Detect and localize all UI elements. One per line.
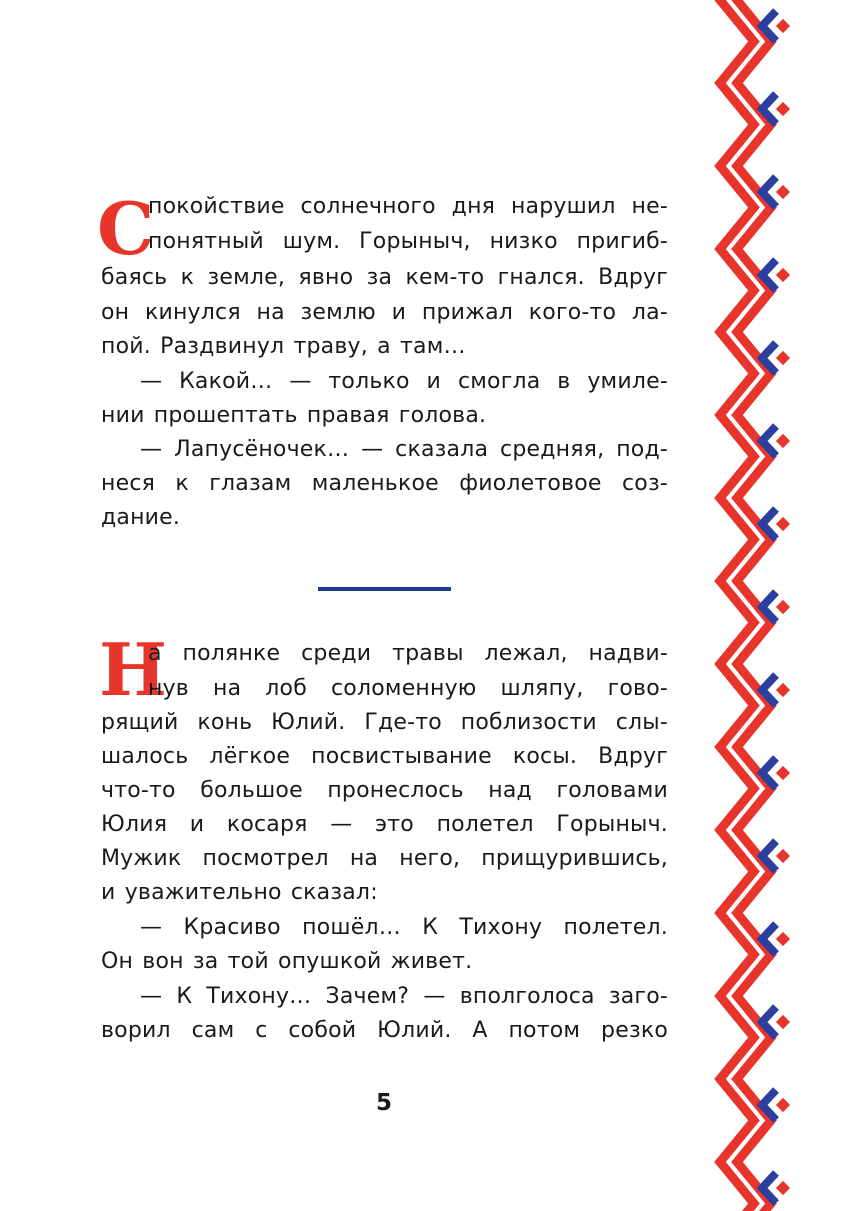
section-divider (318, 587, 451, 591)
drop-cap-n: Н (99, 627, 168, 712)
text-line: понятный шум. Горыныч, низко пригиб- (148, 229, 668, 254)
text-line: Юлия и косаря — это полетел Горыныч. (101, 812, 668, 837)
text-line: пой. Раздвинул траву, а там… (101, 334, 466, 359)
text-line: а полянке среди травы лежал, надви- (148, 641, 668, 666)
text-line: он кинулся на землю и прижал кого-то ла- (101, 300, 668, 325)
text-line: что-то большое пронеслось над головами (101, 778, 668, 803)
text-line: ворил сам с собой Юлий. А потом резко (101, 1018, 668, 1043)
text-line: — Лапусёночек… — сказала средняя, под- (140, 437, 668, 462)
text-line: нии прошептать правая голова. (101, 403, 487, 428)
text-line: — Красиво пошёл… К Тихону полетел. (140, 915, 668, 940)
text-line: Он вон за той опушкой живет. (101, 949, 473, 974)
text-line: дание. (101, 505, 181, 530)
text-line: шалось лёгкое посвистывание косы. Вдруг (101, 744, 668, 769)
text-line: неся к глазам маленькое фиолетовое соз- (101, 471, 668, 496)
text-line: и уважительно сказал: (101, 880, 378, 905)
page-number: 5 (375, 1090, 392, 1116)
text-line: рящий конь Юлий. Где-то поблизости слы- (101, 710, 668, 735)
text-line: нув на лоб соломенную шляпу, гово- (148, 676, 668, 701)
text-line: Мужик посмотрел на него, прищурившись, (101, 846, 668, 871)
folk-zigzag-border-icon (714, 0, 794, 1211)
text-line: — К Тихону… Зачем? — вполголоса заго- (140, 984, 668, 1009)
text-line: — Какой… — только и смогла в умиле- (140, 369, 668, 394)
text-line: баясь к земле, явно за кем-то гнался. Вдруг (101, 265, 668, 290)
text-line: покойствие солнечного дня нарушил не- (148, 194, 668, 219)
drop-cap-s: С (97, 186, 155, 271)
